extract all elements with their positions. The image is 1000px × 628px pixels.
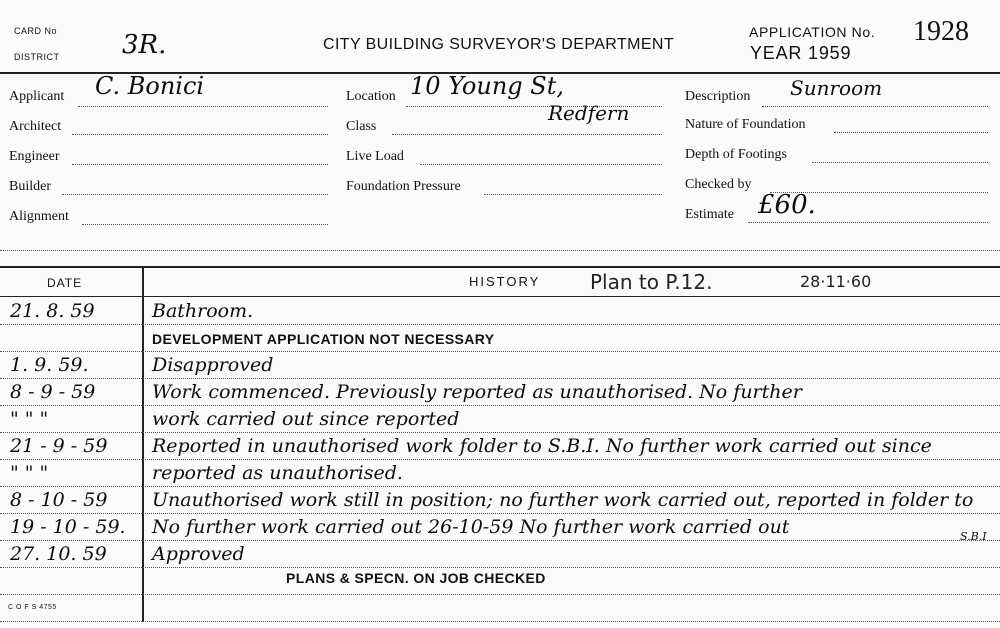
history-text: Bathroom. [152,300,254,322]
history-row [0,460,1000,487]
engineer-label: Engineer [9,149,60,164]
department-title: CITY BUILDING SURVEYOR'S DEPARTMENT [323,36,675,53]
district-value: 3R. [122,30,167,60]
application-label: APPLICATION No. [749,24,876,40]
history-header-divider [0,296,1000,297]
class-line [392,134,662,135]
history-note-date: 28·11·60 [800,272,872,291]
description-value: Sunroom [790,76,883,100]
builder-line [62,194,328,195]
estimate-line [748,222,988,223]
nature-of-foundation-line [834,132,988,133]
history-date: 21. 8. 59 [10,300,95,322]
depth-of-footings-line [812,162,988,163]
margin-note: S.B.I [960,530,987,543]
history-date: 1. 9. 59. [10,354,89,376]
architect-line [72,134,328,135]
card-no-label: CARD No [14,26,58,36]
history-row [0,352,1000,379]
history-row [0,433,1000,460]
history-row [0,325,1000,352]
history-note: Plan to P.12. [590,270,713,294]
extra-dotted-line [0,250,1000,251]
history-text: Work commenced. Previously reported as unauthorised. No further [152,381,802,403]
applicant-label: Applicant [9,89,65,104]
nature-of-foundation-label: Nature of Foundation [685,117,806,132]
alignment-line [82,224,328,225]
history-top-divider [0,266,1000,268]
class-label: Class [346,119,377,134]
history-date: 8 - 10 - 59 [10,489,108,511]
history-date: " " " [10,462,49,484]
history-date: 8 - 9 - 59 [10,381,96,403]
live-load-line [420,164,662,165]
history-row [0,514,1000,541]
live-load-label: Live Load [346,149,404,164]
description-line [762,106,988,107]
history-date: 19 - 10 - 59. [10,516,126,538]
history-row [0,541,1000,568]
depth-of-footings-label: Depth of Footings [685,147,787,162]
history-date: 27. 10. 59 [10,543,107,565]
engineer-line [72,164,328,165]
applicant-line [78,106,328,107]
history-text: Reported in unauthorised work folder to S.B.I. No further work carried out since [152,435,932,457]
architect-label: Architect [9,119,62,134]
class-value: Redfern [548,101,630,125]
application-number: 1928 [913,16,969,47]
foundation-pressure-line [484,194,662,195]
form-code: C O F S 4755 [8,604,57,611]
builder-label: Builder [9,179,51,194]
district-label: DISTRICT [14,52,60,62]
description-label: Description [685,89,751,104]
history-row [0,595,1000,622]
history-text: Approved [152,543,245,565]
history-text: work carried out since reported [152,408,460,430]
applicant-value: C. Bonici [95,72,205,100]
year-label: YEAR 1959 [750,43,852,63]
date-header: DATE [47,276,83,290]
history-row [0,379,1000,406]
history-row [0,298,1000,325]
history-row [0,487,1000,514]
history-text: Disapproved [152,354,274,376]
history-date: 21 - 9 - 59 [10,435,108,457]
location-label: Location [346,89,396,104]
history-text: No further work carried out 26-10-59 No further work carried out [152,516,790,538]
estimate-label: Estimate [685,207,734,222]
location-value: 10 Young St, [410,72,564,100]
history-text: Unauthorised work still in position; no further work carried out, reported in folder to [152,489,974,511]
history-header: HISTORY [469,274,541,289]
history-row-line [0,621,1000,622]
history-row [0,406,1000,433]
history-text: DEVELOPMENT APPLICATION NOT NECESSARY [152,331,495,347]
plans-checked-stamp: PLANS & SPECN. ON JOB CHECKED [286,570,546,586]
history-text: reported as unauthorised. [152,462,403,484]
history-date: " " " [10,408,49,430]
checked-by-label: Checked by [685,177,752,192]
estimate-value: £60. [758,190,816,220]
alignment-label: Alignment [9,209,69,224]
foundation-pressure-label: Foundation Pressure [346,179,461,194]
